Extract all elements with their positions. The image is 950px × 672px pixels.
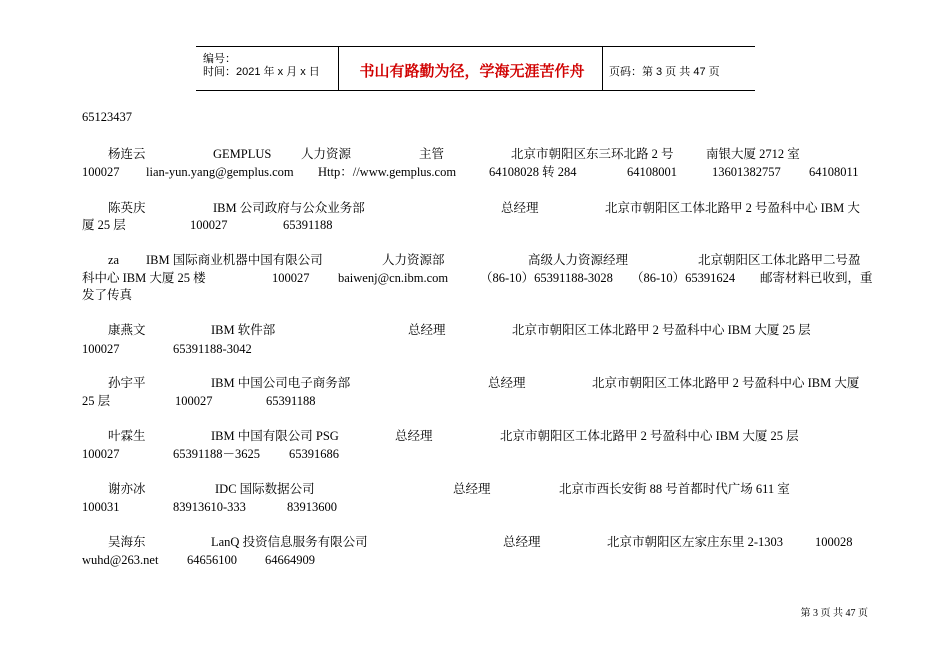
entry-address: 北京朝阳区工体北路甲二号盈	[698, 253, 861, 267]
entry-address: 北京市朝阳区工体北路甲 2 号盈科中心 IBM 大厦 25 层	[512, 323, 811, 337]
entry-address: 北京市朝阳区东三环北路 2 号	[511, 147, 674, 161]
entry-name: 吴海东	[108, 535, 146, 549]
header-number-label: 编号：	[203, 53, 236, 65]
entry-name: 陈英庆	[108, 201, 146, 215]
header-motto: 书山有路勤为径，学海无涯苦作舟	[359, 62, 585, 80]
entry-phone: 65391188-3042	[173, 342, 252, 356]
entry-name: 叶霖生	[108, 429, 146, 443]
entry-note-cont: 发了传真	[82, 288, 133, 302]
entry-name: 孙宇平	[108, 376, 146, 390]
entry-phone: （86-10）65391188-3028	[480, 271, 613, 285]
entry-address-cont: 南银大厦 2712 室	[706, 147, 800, 161]
entry-email: baiwenj@cn.ibm.com	[338, 271, 449, 285]
entry-company: IDC 国际数据公司	[215, 482, 315, 496]
entry-address: 北京市朝阳区工体北路甲 2 号盈科中心 IBM 大厦 25 层	[500, 429, 799, 443]
entry-title: 高级人力资源经理	[528, 253, 629, 267]
entry-company: LanQ 投资信息服务有限公司	[211, 535, 368, 549]
entry-company: IBM 中国公司电子商务部	[211, 376, 351, 390]
entry-fax: （86-10）65391624	[631, 271, 736, 285]
page-header	[196, 46, 755, 91]
entry-postcode: 100028	[815, 535, 853, 549]
entry-phone: 64108028 转 284	[489, 165, 577, 179]
entry-postcode: 100027	[82, 342, 120, 356]
header-time-label: 时间：2021 年 x 月 x 日	[203, 66, 320, 78]
entry-name: za	[108, 253, 120, 267]
entry-address: 北京市朝阳区工体北路甲 2 号盈科中心 IBM 大厦	[592, 376, 860, 390]
header-divider	[602, 47, 603, 90]
entry-title: 总经理	[453, 482, 491, 496]
entry-address-cont: 科中心 IBM 大厦 25 楼	[82, 271, 206, 285]
entry-title: 总经理	[395, 429, 433, 443]
entry-company: GEMPLUS	[213, 147, 272, 161]
entry-email: wuhd@263.net	[82, 553, 159, 567]
entry-department: 人力资源	[301, 147, 352, 161]
entry-fax: 64108011	[809, 165, 859, 179]
entry-address-cont: 25 层	[82, 394, 111, 408]
entry-title: 总经理	[488, 376, 526, 390]
entry-postcode: 100027	[190, 218, 228, 232]
entry-mobile: 13601382757	[712, 165, 781, 179]
entry-fax: 65391686	[289, 447, 339, 461]
entry-title: 总经理	[503, 535, 541, 549]
entry-phone: 65391188	[266, 394, 316, 408]
entry-postcode: 100027	[272, 271, 310, 285]
entry-department: 人力资源部	[382, 253, 445, 267]
entry-postcode: 100027	[175, 394, 213, 408]
entry-address-cont: 厦 25 层	[82, 218, 126, 232]
entry-postcode: 100027	[82, 165, 120, 179]
entry-address: 北京市朝阳区工体北路甲 2 号盈科中心 IBM 大	[605, 201, 860, 215]
header-page-label: 页码：第 3 页 共 47 页	[609, 66, 720, 78]
entry-company: IBM 软件部	[211, 323, 276, 337]
entry-company: IBM 国际商业机器中国有限公司	[146, 253, 323, 267]
entry-company: IBM 中国有限公司 PSG	[211, 429, 339, 443]
entry-phone: 64656100	[187, 553, 237, 567]
entry-phone: 65391188	[283, 218, 333, 232]
entry-name: 杨连云	[108, 147, 146, 161]
entry-postcode: 100031	[82, 500, 120, 514]
entry-address: 北京市西长安街 88 号首都时代广场 611 室	[559, 482, 790, 496]
header-divider	[338, 47, 339, 90]
entry-name: 谢亦冰	[108, 482, 146, 496]
entry-title: 总经理	[408, 323, 446, 337]
entry-fax: 83913600	[287, 500, 337, 514]
entry-phone: 83913610-333	[173, 500, 246, 514]
entry-fax: 64664909	[265, 553, 315, 567]
entry-phone: 65391188－3625	[173, 447, 261, 461]
page-footer: 第 3 页 共 47 页	[800, 608, 868, 619]
entry-email: lian-yun.yang@gemplus.com	[146, 165, 294, 179]
entry-title: 总经理	[501, 201, 539, 215]
entry-postcode: 100027	[82, 447, 120, 461]
entry-company: IBM 公司政府与公众业务部	[213, 201, 365, 215]
entry-note: 邮寄材料已收到，重	[760, 271, 873, 285]
entry-website: Http：//www.gemplus.com	[318, 165, 457, 179]
top-number: 65123437	[82, 110, 132, 124]
entry-name: 康燕文	[108, 323, 146, 337]
entry-title: 主管	[419, 147, 445, 161]
entry-address: 北京市朝阳区左家庄东里 2-1303	[607, 535, 784, 549]
entry-phone: 64108001	[627, 165, 677, 179]
